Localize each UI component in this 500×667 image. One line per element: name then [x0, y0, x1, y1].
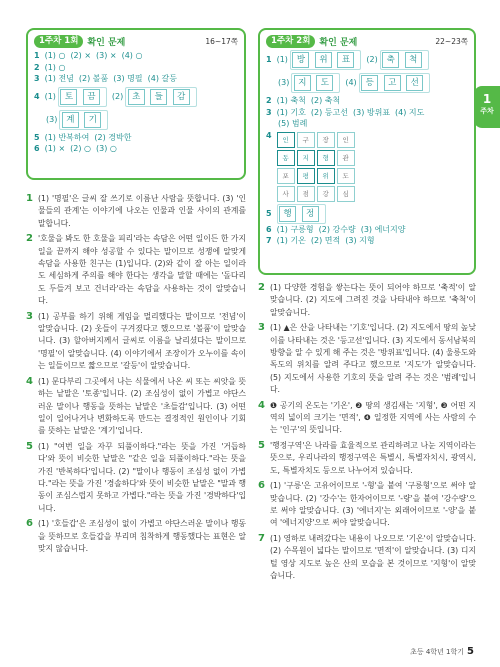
- answer-6: 6 (1) 구릉형 (2) 강수량 (3) 에너지양: [266, 224, 406, 234]
- answer-5: 5 (1) 반복하여 (2) 경박한: [34, 132, 132, 142]
- explanation-item: 6 (1) '호들갑'은 조심성이 없이 가볍고 야단스러운 말이나 행동을 뜻하므로 호들갑을 부리며 침착하게 행동했다는 표현은 알맞지 않습니다.: [26, 518, 246, 553]
- explanation-item: 2 (1) 다양한 경험을 쌓는다는 뜻이 되어야 하므로 '축적'이 알맞습니다. (2) 지도에 그려진 것을 나타내야 하므로 '축척'이 알맞습니다.: [258, 282, 476, 317]
- explanation-item: 7 (1) 영하로 내려갔다는 내용이 나오므로 '기온'이 알맞습니다. (2) 수목원이 넓다는 말이므로 '면적'이 알맞습니다. (3) 디지털 영상 지도로 높은 산의 모습을 본 것이므로 '지형'이 알맞습니다.: [258, 532, 476, 580]
- explanation-item: 4 (1) 문다부리 그곳에서 나는 식물에서 나온 씨 또는 씨앗을 뜻하는 낱말은 '토종'입니다. (2) 조심성이 없이 가볍고 야단스러운 말이나 행동을 뜻하는 낱말은 '초들감'입니다. (3) 어떤 일이 일어나거나 변화하도록 만드는 결정적인 원인이나 기회를 뜻하는 낱말은 '계기'입니다.: [26, 375, 246, 436]
- explanation-item: 6 (1) '구릉'은 고유어이므로 '-형'을 붙여 '구릉형'으로 써야 알맞습니다. (2) '강수'는 한자어이므로 '-량'을 붙여 '강수량'으로 써야 알맞습니다. (3) '에너지'는 외래어이므로 '-양'을 붙여 '에너지양'으로 써야 알맞습니다.: [258, 480, 476, 528]
- page-footer: [410, 646, 474, 657]
- answer-2: 2 (1) ○: [34, 62, 66, 72]
- explanations-right: [258, 282, 476, 585]
- box-title: 확인 문제: [87, 37, 126, 48]
- explanation-item: 4 ❶ 공기의 온도는 '기온', ❷ 땅의 생김새는 '지형', ❸ 어떤 지역의 넓이의 크기는 '면적', ❹ 일정한 지역에 사는 사람의 수는 '인구'의 뜻입니다.: [258, 399, 476, 435]
- book-label: 초등 4학년 1학기: [410, 648, 465, 656]
- answer-4: 4 (1) 토 끔 (2) 초 들 감: [34, 87, 238, 107]
- explanation-item: 5 '행정구역'은 나라를 효율적으로 관리하려고 나눈 지역이라는 뜻으로, 우리나라의 행정구역은 특별시, 특별자치시, 광역시, 도, 특별자치도 등으로 나누어져 있습니다.: [258, 439, 476, 475]
- answer-5: 5 행 정: [266, 204, 468, 224]
- answer-2: 2 (1) 축척 (2) 축척: [266, 96, 341, 105]
- week-label: 주차: [480, 107, 494, 115]
- word-tiles: 방 위 표: [290, 50, 362, 70]
- page-number: 5: [467, 646, 474, 657]
- explanation-item: 5 (1) "여번 일을 자꾸 되풀이하다."라는 뜻을 가진 '거듭하다'와 뜻이 비슷한 낱말은 "같은 일을 되풀이하다."라는 뜻을 가진 '반복하다'입니다. (2) "말이나 행동이 조심성 없이 가볍다."라는 뜻을 가진 '경솔하다'와 뜻이 비슷한 낱말은 "말과 행동이 조심스럽지 못하고 가볍다."라는 뜻을 가진 '경박하다'입니다.: [26, 440, 246, 513]
- explanations-left: [26, 193, 246, 558]
- answer-box-1: [26, 28, 246, 180]
- answer-list: [34, 50, 238, 155]
- page-range: 16~17쪽: [205, 36, 238, 46]
- word-tiles: 행 정: [277, 204, 326, 224]
- answer-4-3: (3) 계 기: [46, 110, 238, 130]
- session-badge: 1주차 2회: [266, 35, 315, 48]
- answer-1: 1 (1) 방 위 표 (2) 축 척: [266, 50, 468, 70]
- answer-7: 7 (1) 기온 (2) 면적 (3) 지형: [266, 236, 375, 246]
- explanation-item: 3 (1) ▲은 산을 나타내는 '기호'입니다. (2) 지도에서 땅의 높낮이를 나타내는 것은 '등고선'입니다. (3) 지도에서 동서남북의 방향을 알 수 있게 해 주는 것은 '방위표'입니다. (4) 울릉도와 독도의 위치를 알려 주다고 했으므로 '지도'가 알맞습니다. (5) 지도에서 사용한 기호의 뜻을 알려 주는 것은 '범례'입니다.: [258, 322, 476, 395]
- answer-box-header: [266, 34, 468, 48]
- answer-1-b: (3) 지 도 (4) 등 고 선: [278, 73, 468, 93]
- answer-3-b: (5) 범례: [278, 119, 308, 129]
- word-tiles: 계 기: [59, 110, 108, 130]
- word-tiles: 지 도: [291, 73, 340, 93]
- answer-6: 6 (1) × (2) ○ (3) ○: [34, 144, 117, 154]
- page-range: 22~23쪽: [435, 36, 468, 46]
- word-search-grid: 인 구 장 인 동 지 형 관 포 평 위 도 사 점 강 심: [277, 132, 355, 202]
- explanation-item: 2 '호물을 봐도 한 호물을 피리'라는 속담은 어떤 일이든 한 가지 일을 끝까지 해야 성공할 수 있다는 말이므로 성쟁에 알맞게 속담을 사용한 친구는 (1)입니다. (2)와 같이 잘 아는 일이라도 세심하게 주의를 해야 한다는 생각을 말할 때에는 '돌다리도 두들겨 보고 건너라'라는 속담을 사용하는 것이 알맞습니다.: [26, 233, 246, 306]
- answer-4: 4 인 구 장 인 동 지 형 관 포 평 위 도 사 점 강 심: [266, 130, 468, 204]
- week-number: 1: [482, 92, 492, 106]
- word-tiles: 축 척: [380, 50, 429, 70]
- answer-3: 3 (1) 전념 (2) 볼품 (3) 명필 (4) 갈등: [34, 74, 177, 84]
- word-tiles: 토 끔: [58, 87, 107, 107]
- week-tab: [474, 86, 500, 128]
- answer-list: [266, 50, 468, 247]
- explanation-item: 1 (1) '명필'은 글씨 잘 쓰기로 이름난 사람을 뜻합니다. (3) '인물들의 관계'는 이야기에 나오는 인물과 인물 사이의 관계를 말합니다.: [26, 193, 246, 228]
- answer-3: 3 (1) 기호 (2) 등고선 (3) 방위표 (4) 지도: [266, 107, 425, 117]
- word-tiles: 초 들 감: [125, 87, 197, 107]
- box-title: 확인 문제: [319, 37, 358, 48]
- session-badge: 1주차 1회: [34, 35, 83, 48]
- word-tiles: 등 고 선: [359, 73, 431, 93]
- answer-box-2: [258, 28, 476, 275]
- answer-1: 1 (1) ○ (2) × (3) × (4) ○: [34, 51, 143, 60]
- answer-box-header: [34, 34, 238, 48]
- explanation-item: 3 (1) 공부를 하기 위해 게임을 멀리했다는 말이므로 '전념'이 알맞습니다. (2) 옷들이 구겨졌다고 했으므로 '볼품'이 알맞습니다. (3) 할아버지께서 글씨로 이름을 날리셨다는 말이므로 '명필'이 알맞습니다. (4) 이야기에서 조장이가 오누이를 속이는 일들이므로 짧으므로 '갈등'이 알맞습니다.: [26, 310, 246, 371]
